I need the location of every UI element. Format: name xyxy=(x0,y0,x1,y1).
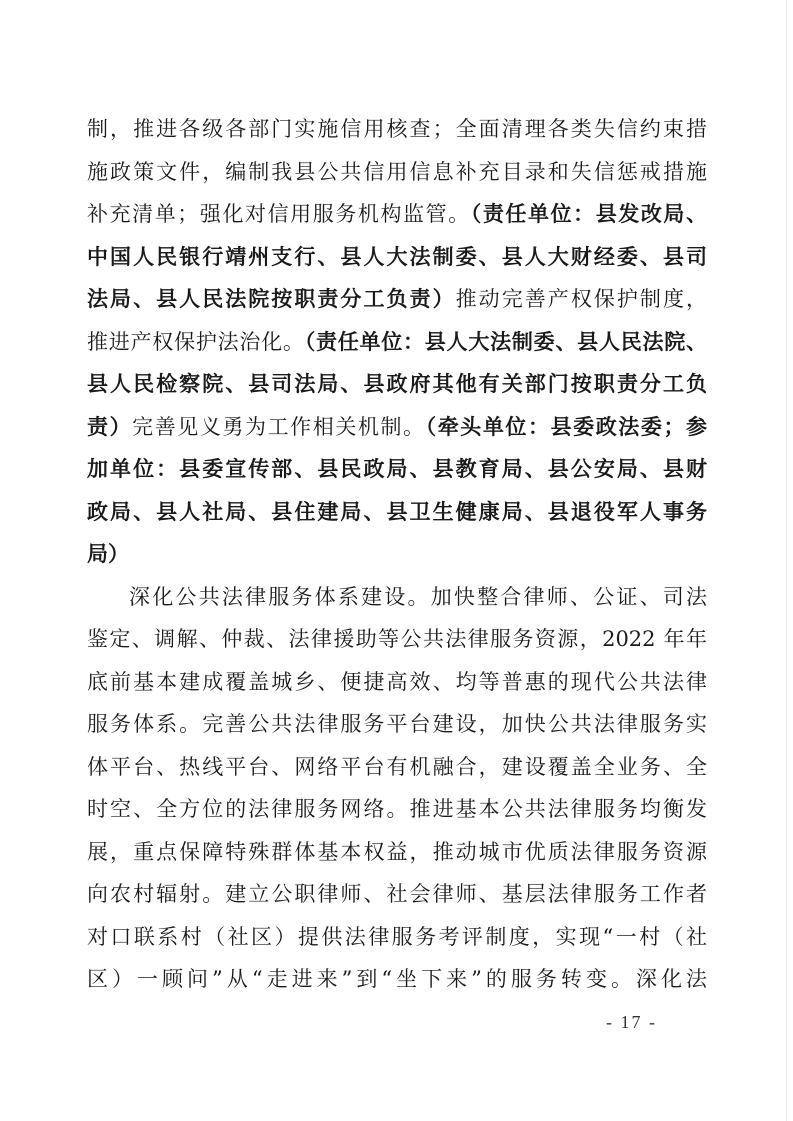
text-line: 服务体系。完善公共法律服务平台建设，加快公共法律服务实 xyxy=(87,712,707,736)
body-text xyxy=(87,108,707,1001)
text-segment: 推动完善产权保护制度， xyxy=(455,287,708,311)
text-line xyxy=(87,363,707,406)
bold-text-segment: （责任单位：县人大法制委、县人民法院、 xyxy=(304,329,708,354)
text-line xyxy=(87,533,707,576)
text-line: 向农村辐射。建立公职律师、社会律师、基层法律服务工作者 xyxy=(87,882,707,906)
text-segment: 补充清单；强化对信用服务机构监管。 xyxy=(87,202,471,226)
text-line xyxy=(87,151,707,194)
text-line: 鉴定、调解、仲裁、法律援助等公共法律服务资源，2022 年年 xyxy=(87,627,707,651)
bold-text-segment: 加单位：县委宣传部、县民政局、县教育局、县公安局、县财 xyxy=(87,457,707,481)
text-line xyxy=(87,108,707,151)
text-line: 深化公共法律服务体系建设。加快整合律师、公证、司法 xyxy=(129,584,707,609)
bold-text-segment: 中国人民银行靖州支行、县人大法制委、县人大财经委、县司 xyxy=(87,244,707,269)
bold-text-segment: 政局、县人社局、县住建局、县卫生健康局、县退役军人事务 xyxy=(87,499,707,524)
text-line: 体平台、热线平台、网络平台有机融合，建设覆盖全业务、全 xyxy=(87,754,707,779)
text-line xyxy=(87,448,707,491)
text-line xyxy=(87,236,707,279)
paragraph-public-legal-services xyxy=(87,576,707,1001)
bold-text-segment: （牵头单位：县委政法委；参 xyxy=(425,414,708,439)
bold-text-segment: 责） xyxy=(87,414,133,439)
text-line: 对口联系村（社区）提供法律服务考评制度，实现“一村（社 xyxy=(87,924,707,949)
text-line xyxy=(87,491,707,534)
page-edge-line xyxy=(786,0,787,1121)
page-number: - 17 - xyxy=(606,1012,657,1032)
text-segment: 完善见义勇为工作相关机制。 xyxy=(132,414,426,439)
text-line xyxy=(87,321,707,364)
bold-text-segment: （责任单位：县发改局、 xyxy=(470,202,708,226)
text-line: 展，重点保障特殊群体基本权益，推动城市优质法律服务资源 xyxy=(87,839,707,864)
bold-text-segment: 局） xyxy=(87,542,129,566)
text-line: 底前基本建成覆盖城乡、便捷高效、均等普惠的现代公共法律 xyxy=(87,669,707,694)
text-segment: 施政策文件，编制我县公共信用信息补充目录和失信惩戒措施 xyxy=(87,159,707,184)
text-line xyxy=(87,193,707,236)
paragraph-responsibilities xyxy=(87,108,707,576)
text-segment: 制，推进各级各部门实施信用核查；全面清理各类失信约束措 xyxy=(87,117,707,141)
text-segment: 推进产权保护法治化。 xyxy=(87,329,305,354)
text-line xyxy=(87,278,707,321)
text-line: 区）一顾问”从“走进来”到“坐下来”的服务转变。深化法 xyxy=(87,967,707,991)
bold-text-segment: 法局、县人民法院按职责分工负责） xyxy=(87,287,456,311)
bold-text-segment: 县人民检察院、县司法局、县政府其他有关部门按职责分工负 xyxy=(87,372,707,396)
text-line xyxy=(87,406,707,449)
text-line: 时空、全方位的法律服务网络。推进基本公共法律服务均衡发 xyxy=(87,797,707,821)
